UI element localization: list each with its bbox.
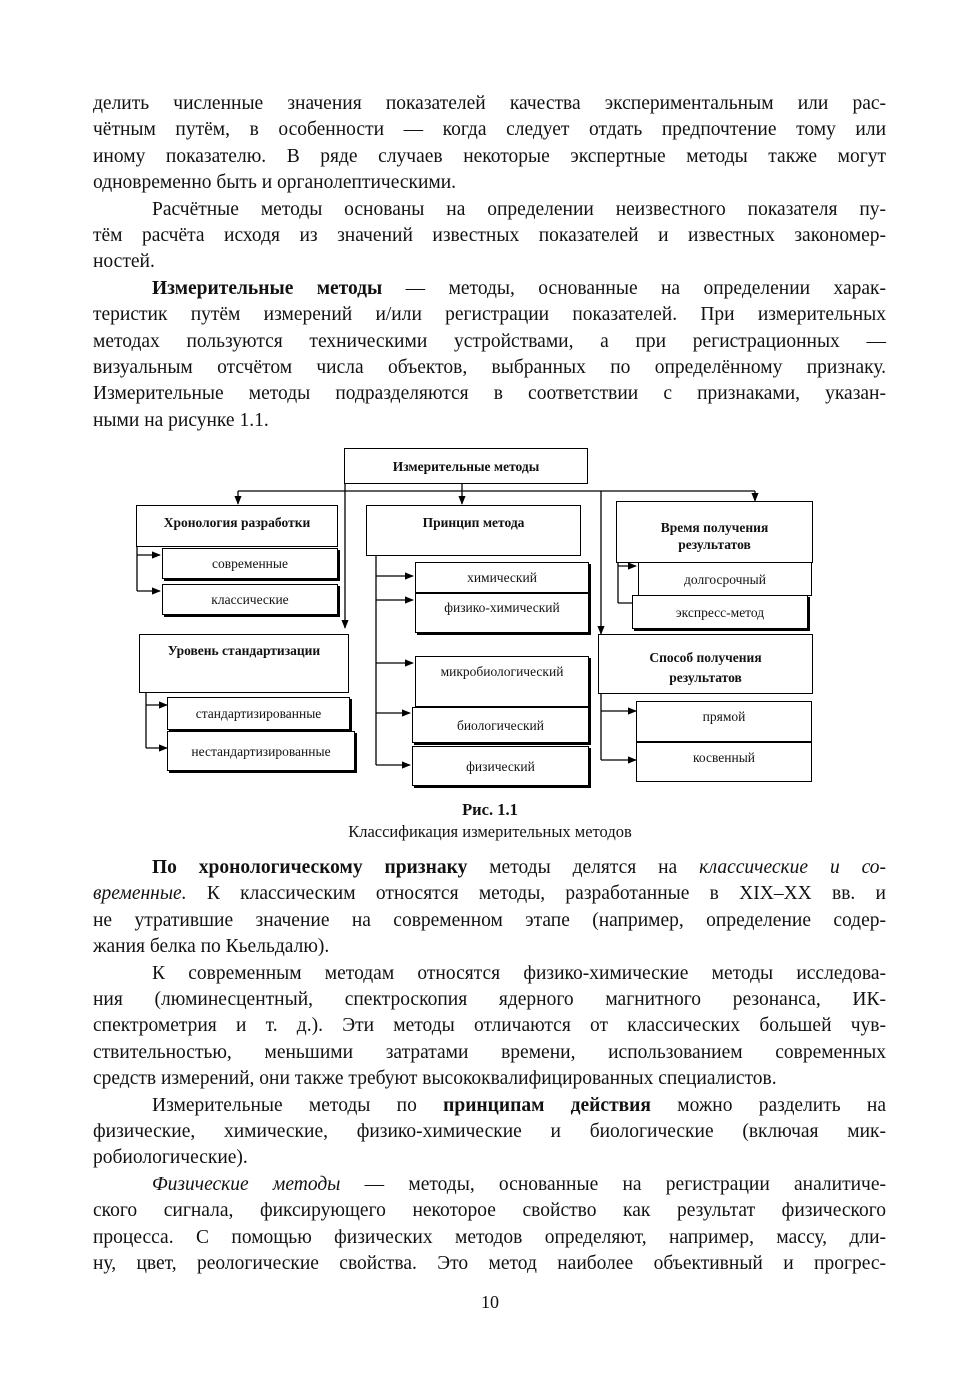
- text-line: процесса. С помощью физических методов определяют, например, массу, дли-: [93, 1226, 886, 1248]
- time-item-label: долгосрочный: [684, 571, 766, 587]
- term-italic: классические и со-: [699, 857, 886, 878]
- figure-label: Рис. 1.1: [462, 800, 518, 819]
- text-line: ского сигнала, фиксирующего некоторое свойство как результат физического: [93, 1200, 886, 1222]
- text-run: — методы, основанные на определении харак-: [382, 277, 886, 299]
- text-line: ностей.: [93, 251, 155, 273]
- text-line: [93, 855, 886, 881]
- text-line: средств измерений, они также требуют высококвалифицированных специалистов.: [93, 1068, 777, 1090]
- text-run: — методы, основанные на регистрации аналитиче-: [340, 1173, 886, 1195]
- chronology-item-label: современные: [212, 556, 288, 571]
- text-line: [93, 1172, 886, 1198]
- time-box: [616, 501, 813, 563]
- diagram-root-box: [344, 448, 588, 484]
- text-line: К современным методам относятся физико-химические методы исследова-: [152, 962, 886, 984]
- standard-item-label: стандартизированные: [195, 706, 322, 721]
- text-line: [93, 276, 886, 302]
- text-line: жания белка по Кьельдалю).: [93, 936, 330, 958]
- text-line: спектрометрия и т. д.). Эти методы отличаются от классических большей чув-: [93, 1015, 886, 1037]
- body-text: [93, 855, 886, 1278]
- chronology-title: Хронология разработки: [163, 515, 311, 530]
- intro-text: [93, 91, 886, 434]
- text-line: [93, 1093, 886, 1119]
- paragraph-1: [93, 91, 886, 197]
- way-item-label: косвенный: [693, 750, 755, 765]
- standard-title: Уровень стандартизации: [167, 643, 321, 658]
- standard-item-std: [167, 697, 350, 730]
- standard-item-nonstd: [167, 731, 355, 771]
- way-item-direct: [636, 701, 812, 742]
- principle-item-label: микробиологический: [440, 664, 564, 679]
- text-line: ну, цвет, реологические свойства. Это метод наиболее объективный и прогрес-: [93, 1253, 886, 1275]
- paragraph-5: [93, 961, 886, 1093]
- way-title-line: Способ получения: [649, 649, 762, 665]
- chronology-box: [136, 505, 338, 547]
- text-line: физические, химические, физико-химические и биологические (включая мик-: [93, 1121, 886, 1143]
- text-run: методы делятся на: [467, 857, 700, 878]
- principle-item-label: физико-химический: [444, 600, 560, 615]
- principle-item-label: химический: [467, 570, 537, 585]
- text-line: ными на рисунке 1.1.: [93, 409, 269, 431]
- principle-item-chemical: [415, 562, 589, 593]
- way-item-indirect: [636, 742, 812, 782]
- term-italic: временные.: [93, 883, 187, 905]
- principle-item-bio: [412, 707, 589, 743]
- time-title-line: Время получения: [660, 519, 769, 535]
- way-title-line: результатов: [669, 669, 742, 685]
- principle-box: [366, 505, 581, 556]
- term-chronological: По хронологическому признаку: [152, 857, 468, 878]
- way-item-label: прямой: [702, 709, 746, 724]
- term-measuring-methods: Измерительные методы: [152, 277, 383, 299]
- time-item-long: [638, 562, 812, 596]
- way-box: [598, 634, 813, 694]
- text-line: делить численные значения показателей качества экспериментальным или рас-: [93, 93, 886, 114]
- paragraph-7: [93, 1172, 886, 1278]
- text-line: тём расчёта исходя из значений известных показателей и известных закономер-: [93, 225, 886, 247]
- text-line: [93, 881, 886, 907]
- text-line: Расчётные методы основаны на определении неизвестного показателя пу-: [152, 198, 886, 220]
- paragraph-2: [93, 197, 886, 276]
- standard-item-label: нестандартизированные: [191, 743, 331, 759]
- text-line: робиологические).: [93, 1147, 248, 1169]
- text-line: чётным путём, в особенности — когда следует отдать предпочтение тому или: [93, 119, 886, 141]
- time-item-express: [632, 595, 808, 629]
- principle-item-label: биологический: [456, 717, 545, 733]
- standard-box: [139, 634, 349, 693]
- paragraph-4: [93, 855, 886, 961]
- text-line: одновременно быть и органолептическими.: [93, 172, 457, 194]
- chronology-item-label: классические: [211, 592, 289, 607]
- text-line: ния (люминесцентный, спектроскопия ядерного магнитного резонанса, ИК-: [93, 989, 886, 1011]
- text-line: визуальным отсчётом числа объектов, выбранных по определённому признаку.: [93, 357, 886, 379]
- page-number: 10: [481, 1292, 499, 1312]
- principle-item-physical: [412, 746, 589, 786]
- principle-item-microbio: [415, 656, 589, 707]
- chronology-item-classic: [162, 584, 338, 615]
- text-run: можно разделить на: [650, 1094, 886, 1116]
- principle-item-physchem: [415, 593, 589, 633]
- figure-caption: Классификация измерительных методов: [348, 822, 632, 841]
- text-run: К классическим относятся методы, разработанные в XIX–XX вв. и: [186, 883, 886, 905]
- paragraph-3: [93, 276, 886, 434]
- time-title-line: результатов: [678, 536, 751, 552]
- term-principles: принципам действия: [443, 1094, 651, 1116]
- text-line: методах пользуются техническими устройствами, а при регистрационных —: [93, 330, 886, 352]
- diagram-root-label: Измерительные методы: [392, 458, 540, 474]
- chronology-item-modern: [162, 548, 338, 579]
- principle-title: Принцип метода: [422, 515, 525, 530]
- paragraph-6: [93, 1093, 886, 1172]
- text-line: Измерительные методы подразделяются в соответствии с признаками, указан-: [93, 383, 886, 405]
- text-line: теристик путём измерений и/или регистрации показателей. При измерительных: [93, 304, 886, 326]
- time-item-label: экспресс-метод: [675, 604, 765, 620]
- text-line: иному показателю. В ряде случаев некоторые экспертные методы также могут: [93, 145, 886, 167]
- principle-item-label: физический: [466, 758, 535, 774]
- text-run: Измерительные методы по: [152, 1094, 444, 1116]
- text-line: ствительностью, меньшими затратами времени, использованием современных: [93, 1041, 886, 1063]
- text-line: не утратившие значение на современном этапе (например, определение содер-: [93, 909, 886, 931]
- term-physical-methods: Физические методы: [152, 1173, 341, 1195]
